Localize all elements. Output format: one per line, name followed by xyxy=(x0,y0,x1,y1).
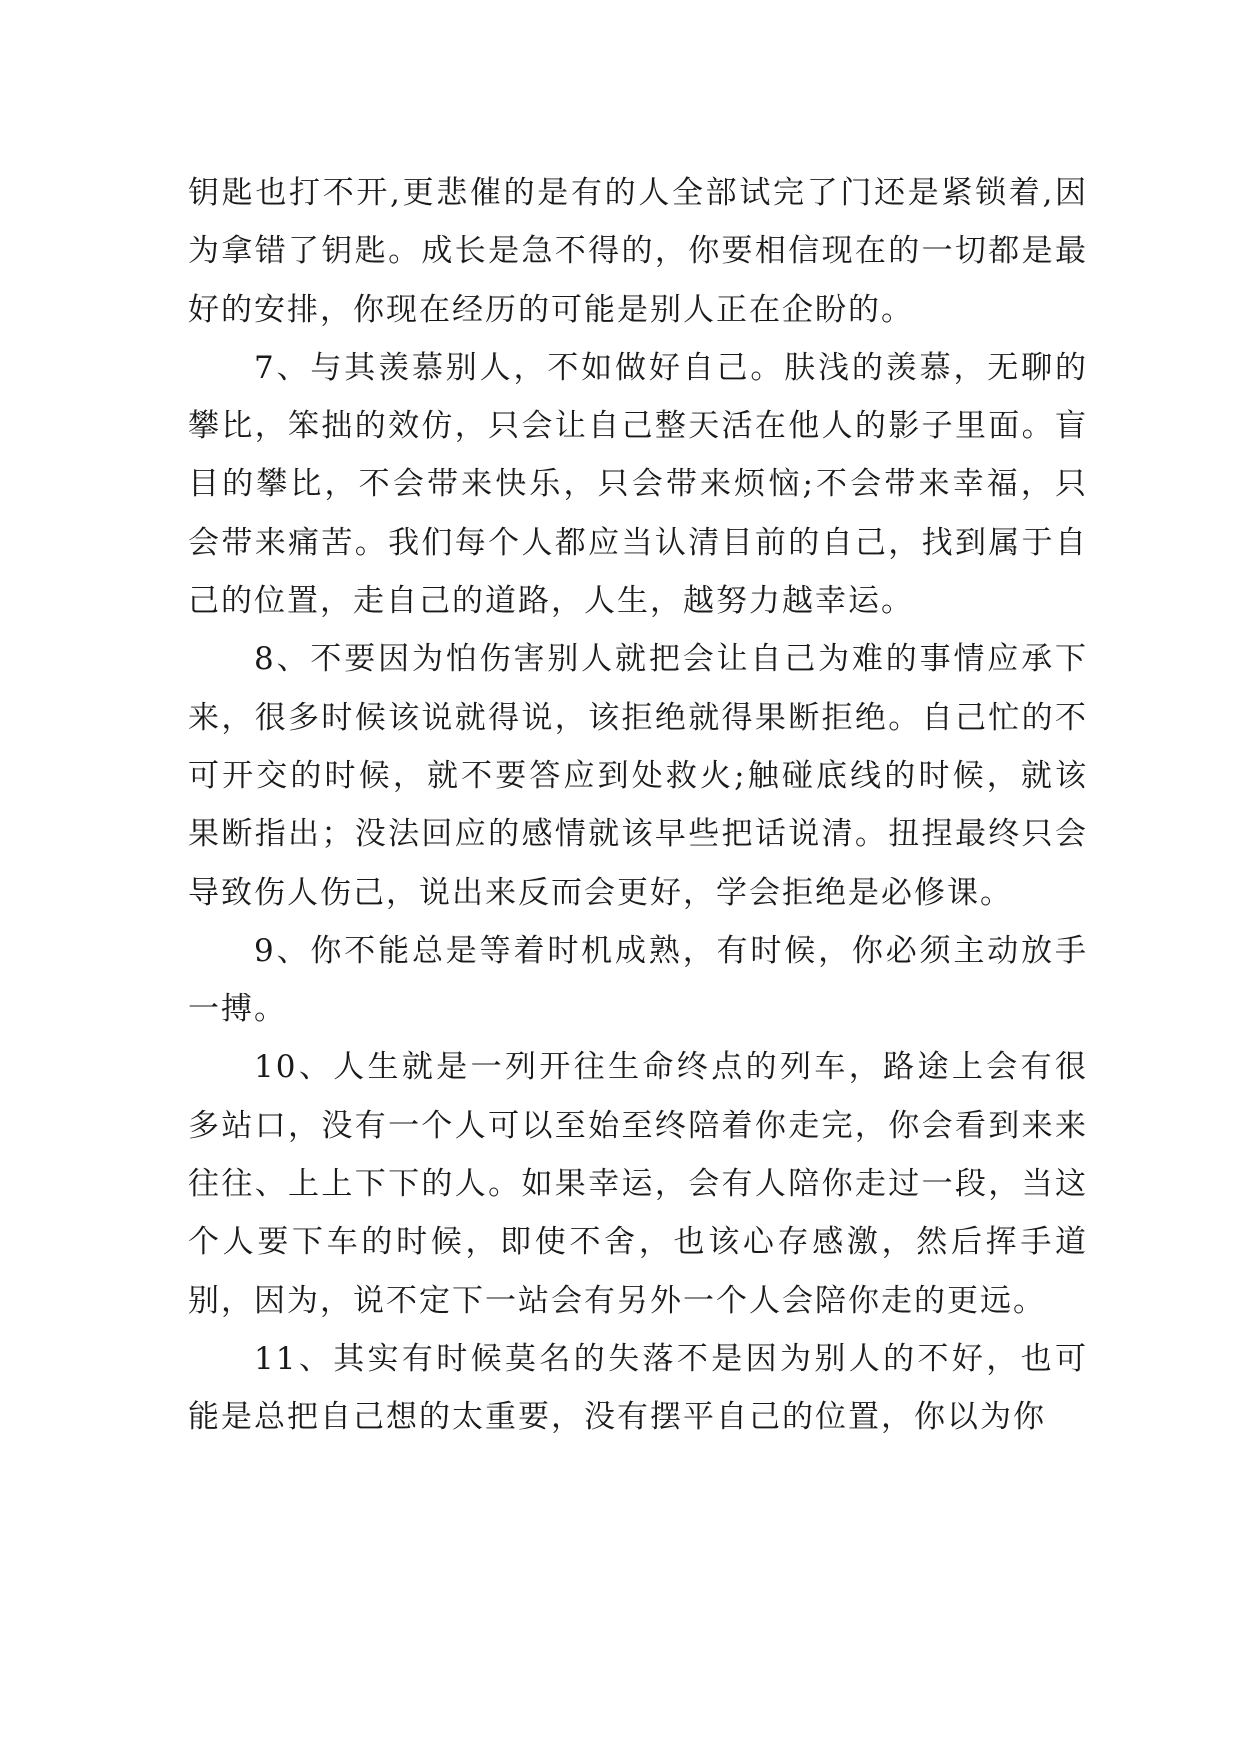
paragraph-10: 10、人生就是一列开往生命终点的列车，路途上会有很多站口，没有一个人可以至始至终陪着你走完，你会看到来来往往、上上下下的人。如果幸运，会有人陪你走过一段，当这个人要下车的时候，即使不舍，也该心存感激，然后挥手道别，因为，说不定下一站会有另外一个人会陪你走的更远。 xyxy=(188,1049,1088,1319)
paragraph-9: 9、你不能总是等着时机成熟，有时候，你必须主动放手一搏。 xyxy=(188,932,1088,1028)
paragraph-continuation: 钥匙也打不开,更悲催的是有的人全部试完了门还是紧锁着,因为拿错了钥匙。成长是急不得的，你要相信现在的一切都是最好的安排，你现在经历的可能是别人正在企盼的。 xyxy=(188,175,1088,328)
paragraph-7: 7、与其羡慕别人，不如做好自己。肤浅的羡慕，无聊的攀比，笨拙的效仿，只会让自己整天活在他人的影子里面。盲目的攀比，不会带来快乐，只会带来烦恼;不会带来幸福，只会带来痛苦。我们每个人都应当认清目前的自己，找到属于自己的位置，走自己的道路，人生，越努力越幸运。 xyxy=(188,349,1088,620)
body-text xyxy=(188,164,1088,1447)
paragraph-11: 11、其实有时候莫名的失落不是因为别人的不好，也可能是总把自己想的太重要，没有摆平自己的位置，你以为你 xyxy=(188,1340,1088,1436)
paragraph-8: 8、不要因为怕伤害别人就把会让自己为难的事情应承下来，很多时候该说就得说，该拒绝就得果断拒绝。自己忙的不可开交的时候，就不要答应到处救火;触碰底线的时候，就该果断指出；没法回应的感情就该早些把话说清。扭捏最终只会导致伤人伤己，说出来反而会更好，学会拒绝是必修课。 xyxy=(188,641,1088,911)
